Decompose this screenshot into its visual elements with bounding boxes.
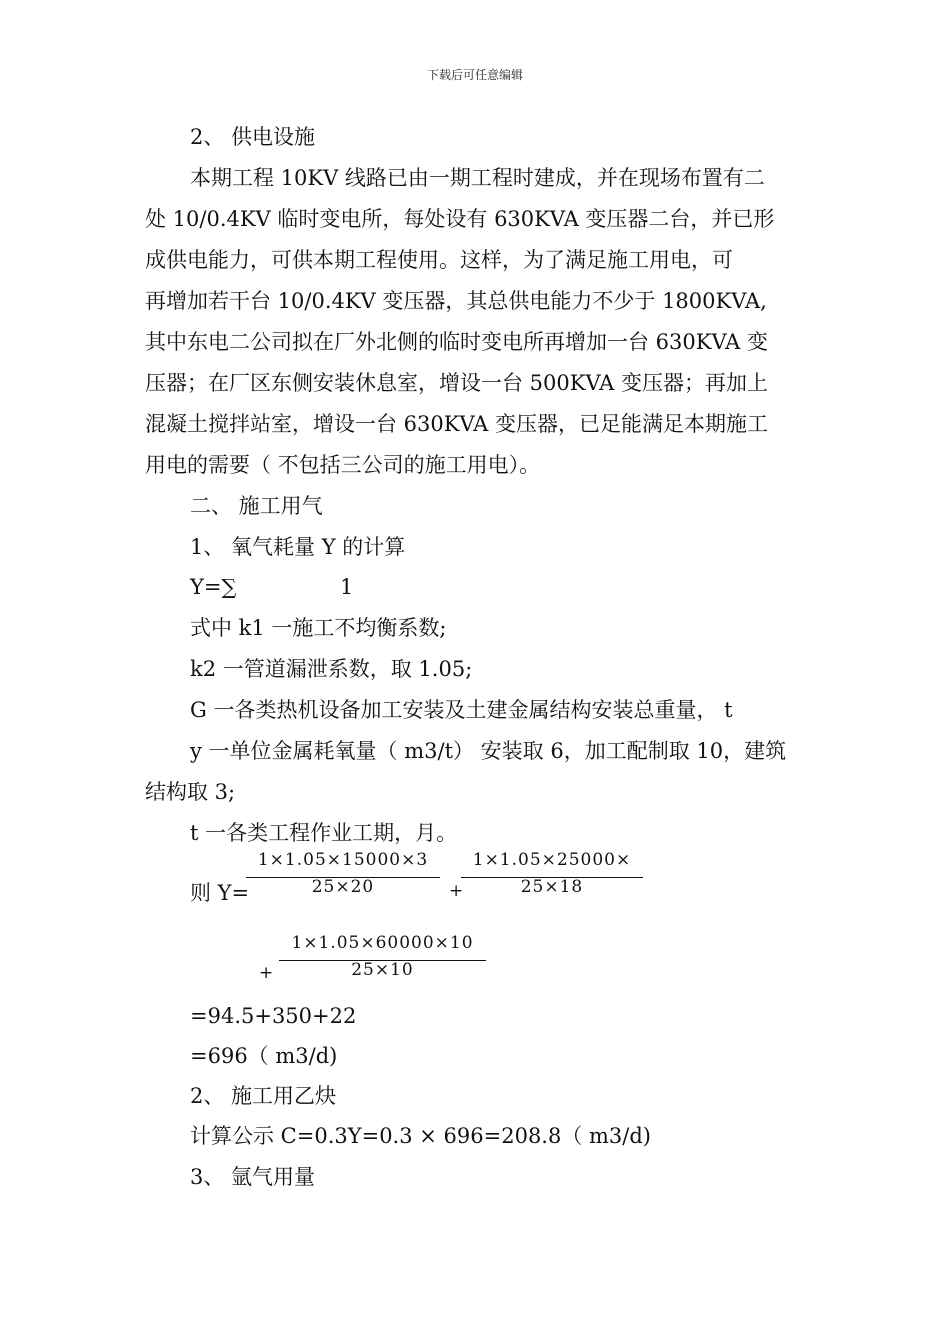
result-sum: =94.5+350+22	[190, 1004, 357, 1028]
paragraph-line: 混凝土搅拌站室，增设一台 630KVA 变压器，已足能满足本期施工	[145, 412, 769, 436]
definition-t: t 一各类工程作业工期，月。	[190, 821, 458, 845]
fraction-3-numerator: 1×1.05×60000×10	[291, 933, 474, 953]
fraction-1-numerator: 1×1.05×15000×3	[257, 850, 429, 870]
fraction-2-numerator: 1×1.05×25000×	[472, 850, 632, 870]
fraction-2	[461, 850, 643, 900]
paragraph-line: 压器；在厂区东侧安装休息室，增设一台 500KVA 变压器；再加上	[145, 371, 769, 395]
definition-y: y 一单位金属耗氧量（ m3/t） 安装取 6，加工配制取 10，建筑	[190, 739, 787, 763]
subsection-heading-acetylene: 2、 施工用乙炔	[190, 1084, 337, 1108]
subsection-heading-oxygen: 1、 氧气耗量 Y 的计算	[190, 535, 406, 559]
subsection-heading-argon: 3、 氩气用量	[190, 1165, 316, 1189]
page-header: 下载后可任意编辑	[426, 68, 523, 82]
sum-formula-value: 1	[340, 575, 354, 599]
plus-sign: +	[449, 881, 464, 901]
definition-G: G 一各类热机设备加工安装及土建金属结构安装总重量， t	[190, 698, 733, 722]
definition-k2: k2 一管道漏泄系数，取 1.05;	[190, 657, 473, 681]
section-heading-gas: 二、 施工用气	[190, 494, 323, 518]
fraction-1-denominator: 25×20	[311, 877, 375, 897]
section-heading-power: 2、 供电设施	[190, 125, 316, 149]
paragraph-line: 用电的需要（ 不包括三公司的施工用电）。	[145, 453, 541, 477]
fraction-3-denominator: 25×10	[351, 960, 414, 980]
paragraph-line: 处 10/0.4KV 临时变电所，每处设有 630KVA 变压器二台，并已形	[145, 207, 775, 231]
paragraph-line: 本期工程 10KV 线路已由一期工程时建成，并在现场布置有二	[190, 166, 765, 190]
fraction-3	[279, 933, 486, 983]
sum-formula-label: Y=∑	[190, 575, 237, 599]
definition-y-cont: 结构取 3;	[145, 780, 236, 804]
paragraph-line: 其中东电二公司拟在厂外北侧的临时变电所再增加一台 630KVA 变	[145, 330, 769, 354]
fraction-1	[246, 850, 440, 900]
plus-sign: +	[259, 963, 274, 983]
definition-k1: 式中 k1 一施工不均衡系数;	[190, 616, 447, 640]
paragraph-line: 再增加若干台 10/0.4KV 变压器，其总供电能力不少于 1800KVA,	[145, 289, 767, 313]
formula-label: 则 Y=	[190, 881, 250, 905]
result-total: =696（ m3/d)	[190, 1044, 338, 1068]
fraction-2-denominator: 25×18	[520, 877, 584, 897]
acetylene-formula: 计算公示 C=0.3Y=0.3 × 696=208.8（ m3/d)	[190, 1124, 651, 1148]
paragraph-line: 成供电能力，可供本期工程使用。这样，为了满足施工用电，可	[145, 248, 733, 272]
